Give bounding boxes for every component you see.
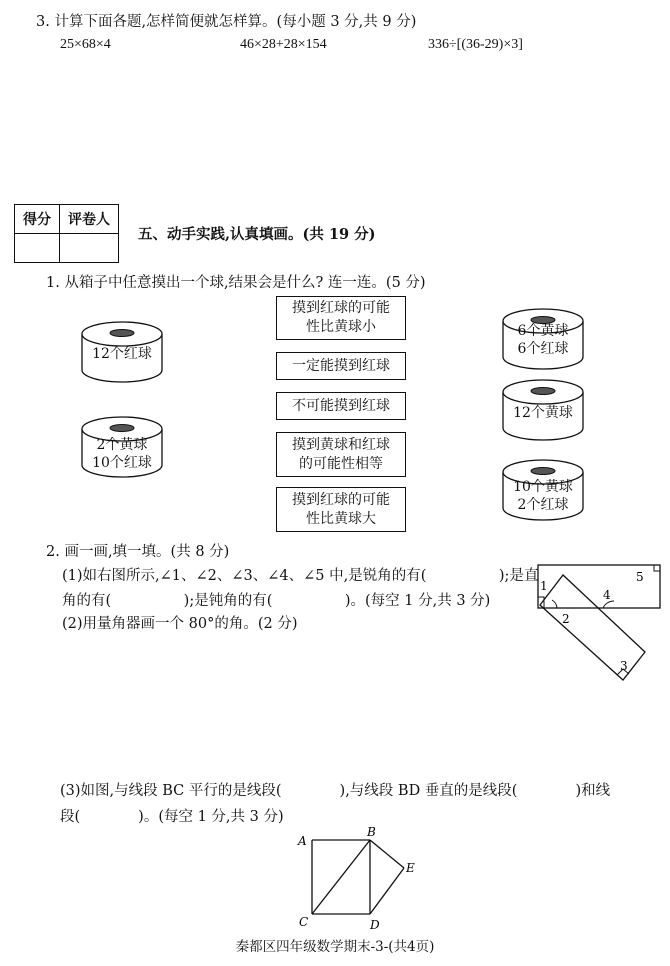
q3-expression-1: 25×68×4: [60, 37, 111, 52]
outcome-box-5-line1: 摸到红球的可能: [292, 491, 390, 508]
angle-label-3: 3: [620, 659, 628, 673]
outcome-box-1[interactable]: [276, 296, 406, 340]
q1-title: 1. 从箱子中任意摸出一个球,结果会是什么? 连一连。(5 分): [46, 275, 426, 291]
outcome-box-4-line2: 的可能性相等: [299, 455, 383, 472]
box-left-2-line2: 10个红球: [92, 455, 152, 471]
angle-figure: [530, 555, 665, 695]
box-right-3-label: [503, 478, 583, 514]
point-label-E: E: [406, 861, 415, 875]
angle-label-2: 2: [562, 612, 570, 626]
outcome-box-1-line1: 摸到红球的可能: [292, 300, 390, 316]
box-right-3-line2: 2个红球: [517, 497, 569, 513]
point-label-D: D: [370, 918, 380, 932]
box-right-1-line2: 6个红球: [517, 341, 569, 357]
outcome-box-5-line2: 性比黄球大: [306, 510, 376, 527]
section-5-title: 五、动手实践,认真填画。(共 19 分): [138, 226, 376, 243]
score-header: 得分: [15, 205, 60, 234]
box-left-1-label: [82, 345, 162, 363]
angle-label-1: 1: [540, 579, 548, 593]
q3-expression-3: 336÷[(36-29)×3]: [428, 37, 523, 52]
outcome-box-4-line1: 摸到黄球和红球: [292, 436, 390, 453]
outcome-box-3[interactable]: [276, 392, 406, 420]
outcome-box-1-line2: 性比黄球小: [306, 319, 376, 335]
q2-part1-line2: 角的有( );是钝角的有( )。(每空 1 分,共 3 分): [62, 593, 491, 609]
point-label-C: C: [299, 915, 309, 929]
outcome-box-4[interactable]: [276, 432, 406, 477]
outcome-box-3-line1: 不可能摸到红球: [292, 397, 390, 414]
angle-label-5: 5: [636, 570, 644, 584]
q3-title: 3. 计算下面各题,怎样简便就怎样算。(每小题 3 分,共 9 分): [36, 14, 417, 30]
page-footer: 秦都区四年级数学期末-3-(共4页): [235, 939, 435, 955]
segment-figure: [290, 822, 430, 932]
grader-header: 评卷人: [60, 205, 119, 234]
box-left-2-label: [82, 436, 162, 472]
q2-part3-line1: (3)如图,与线段 BC 平行的是线段( ),与线段 BD 垂直的是线段( )和线: [60, 783, 611, 799]
box-right-1-line1: 6个黄球: [517, 323, 569, 339]
q2-part2: (2)用量角器画一个 80°的角。(2 分): [62, 616, 298, 632]
box-left-1-line1: 12个红球: [92, 346, 152, 362]
box-right-3-line1: 10个黄球: [513, 479, 573, 495]
q3-expression-2: 46×28+28×154: [240, 37, 327, 52]
box-right-2-label: [503, 404, 583, 422]
box-right-2-line1: 12个黄球: [513, 405, 573, 421]
angle-label-4: 4: [603, 588, 611, 602]
outcome-box-2-line1: 一定能摸到红球: [292, 357, 390, 374]
outcome-box-5[interactable]: [276, 487, 406, 532]
outcome-box-2[interactable]: [276, 352, 406, 380]
point-label-B: B: [367, 825, 376, 839]
box-right-1-label: [503, 322, 583, 358]
q2-part3-line2: 段( )。(每空 1 分,共 3 分): [60, 809, 284, 825]
q2-part1-line1: (1)如右图所示,∠1、∠2、∠3、∠4、∠5 中,是锐角的有( );是直: [62, 568, 539, 584]
box-left-2-line1: 2个黄球: [96, 437, 148, 453]
q2-title: 2. 画一画,填一填。(共 8 分): [46, 544, 230, 560]
point-label-A: A: [298, 834, 307, 848]
